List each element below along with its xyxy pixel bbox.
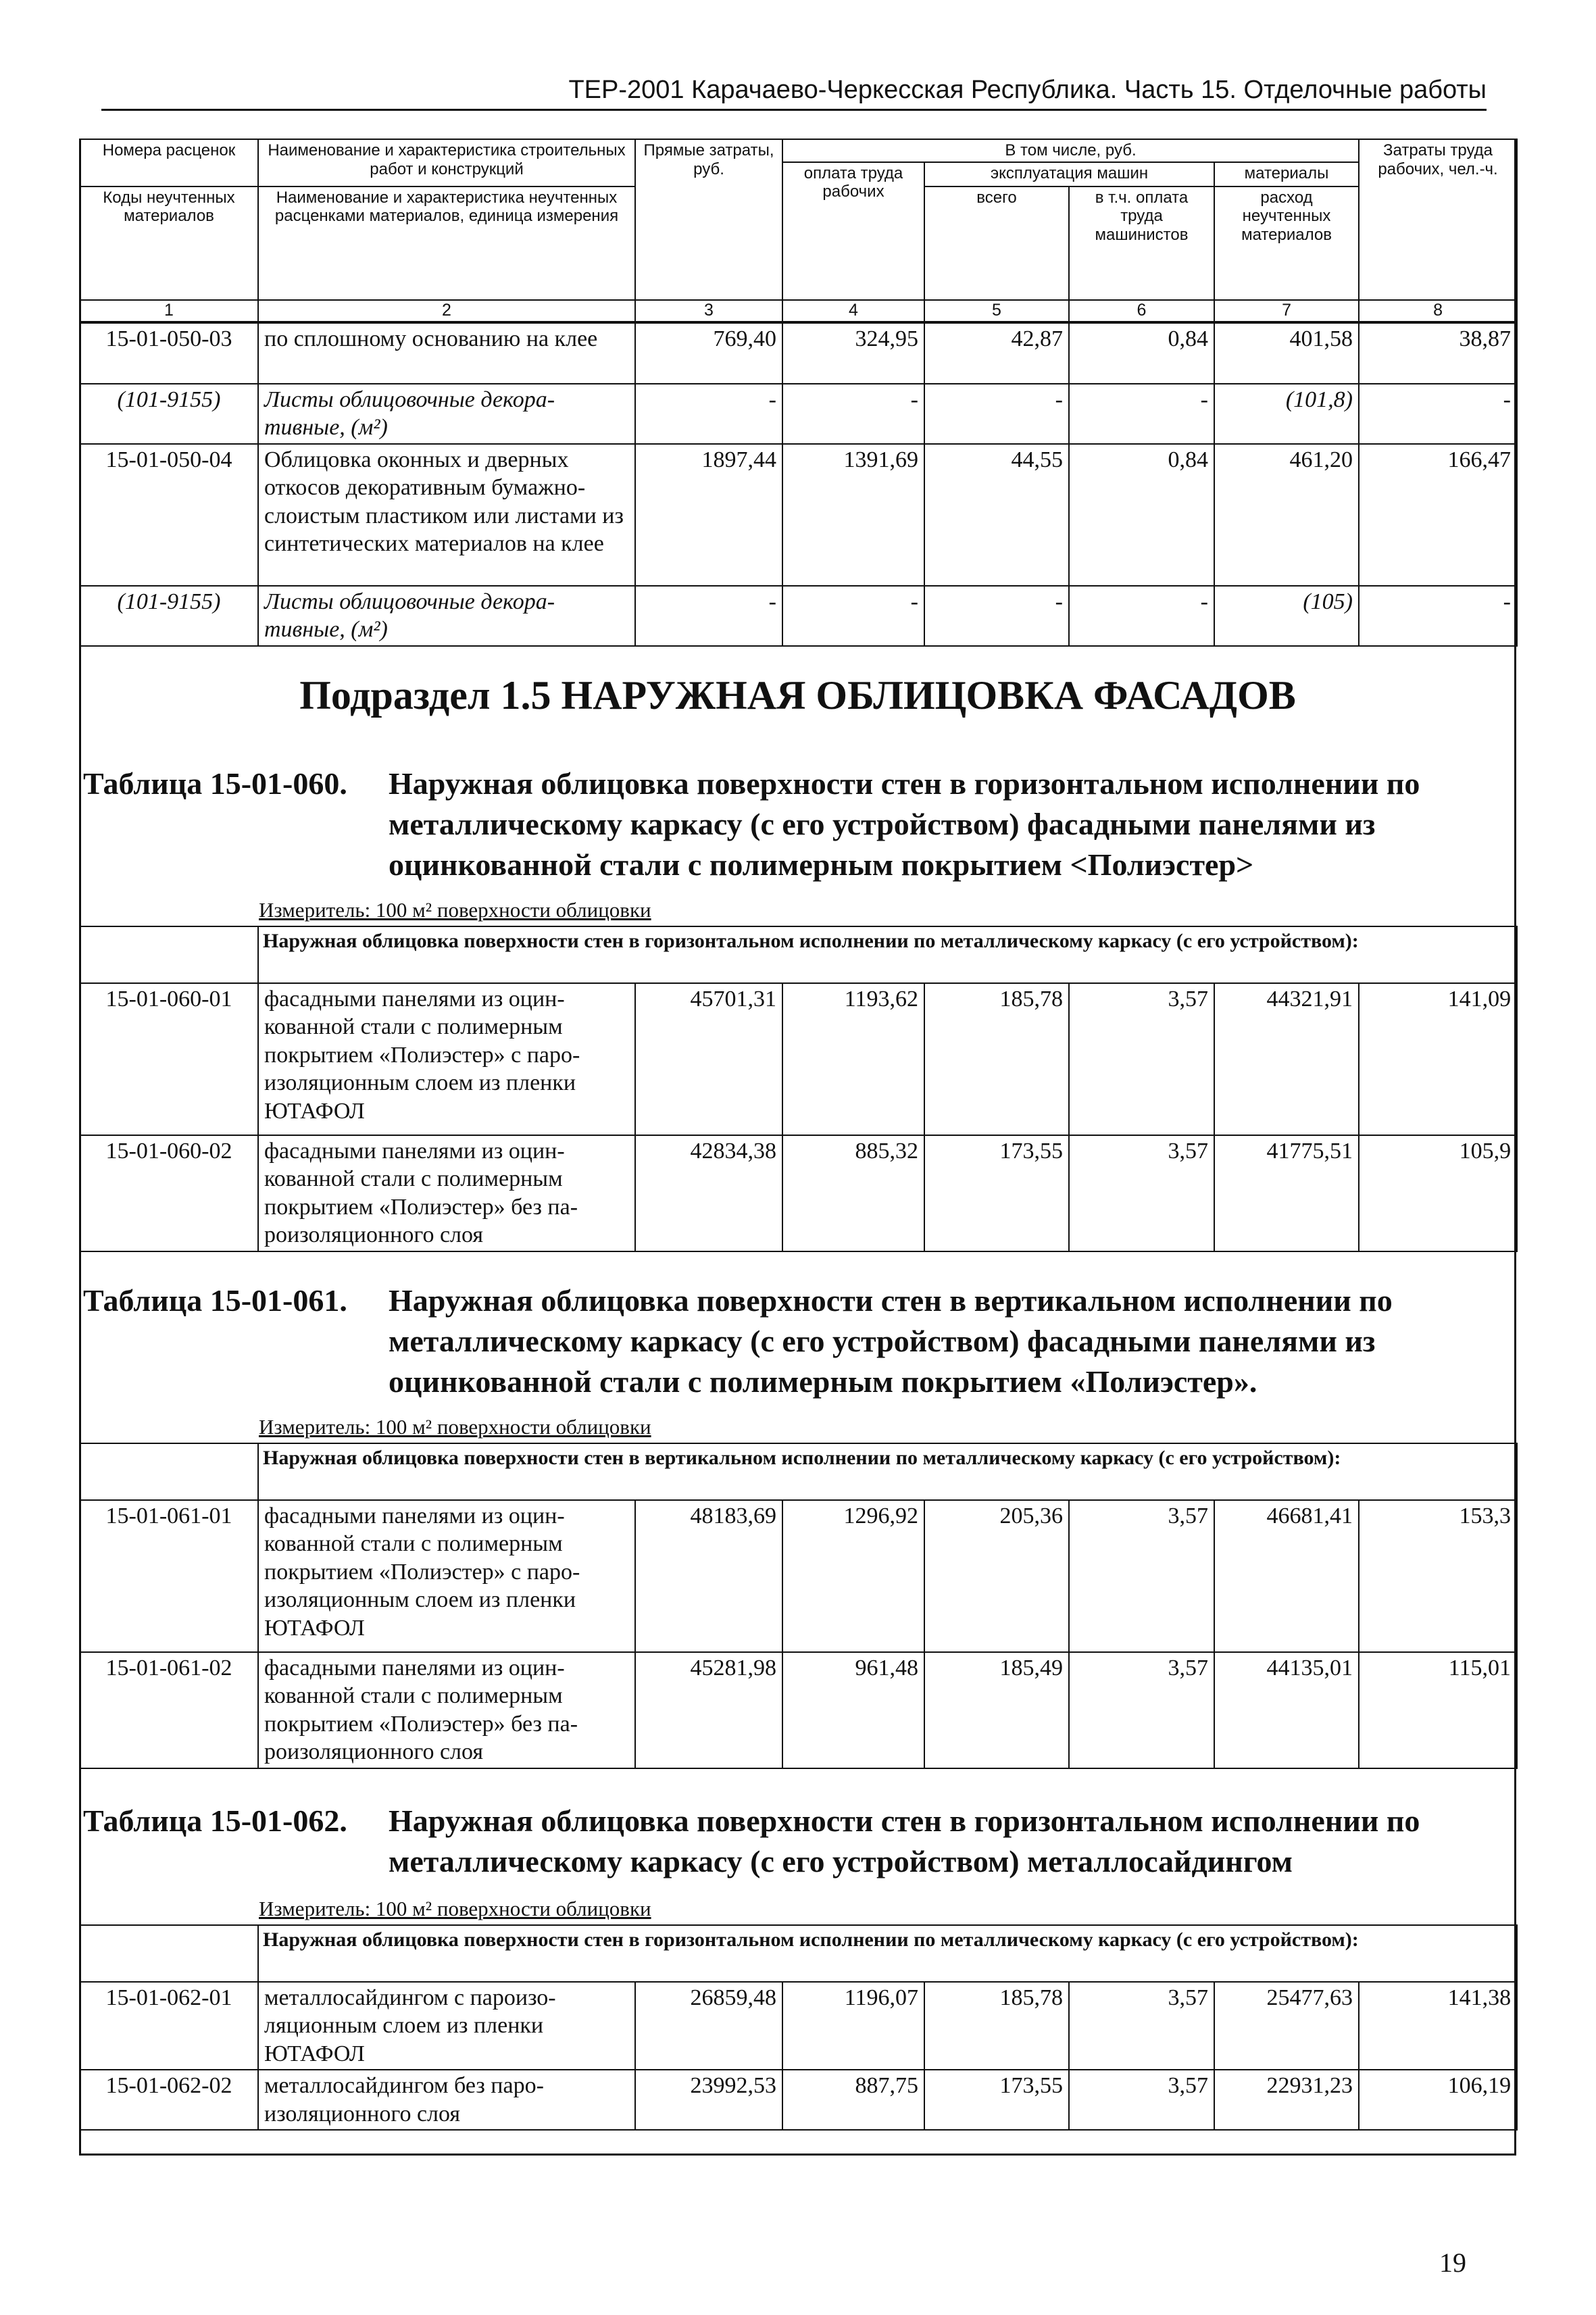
row-value: - xyxy=(924,586,1069,646)
row-name: фасадными панелями из оцин-кованной стали с полимерным покрытием «Полиэстер» с паро-изоляционным слоем из пленки ЮТАФОЛ xyxy=(258,983,635,1135)
row-code: 15-01-062-02 xyxy=(80,2070,258,2130)
row-value: - xyxy=(1069,384,1214,444)
col-num: 1 xyxy=(80,300,258,322)
row-value: 44135,01 xyxy=(1214,1652,1359,1768)
table-060-title xyxy=(83,764,1509,885)
row-value: 1296,92 xyxy=(782,1500,924,1652)
row-value: 3,57 xyxy=(1069,1500,1214,1652)
row-code: 15-01-061-02 xyxy=(80,1652,258,1768)
row-value: 769,40 xyxy=(635,323,782,384)
table-row xyxy=(80,2070,1517,2130)
row-value: 3,57 xyxy=(1069,1135,1214,1251)
row-value: 45701,31 xyxy=(635,983,782,1135)
table-060-meter: Измеритель: 100 м² поверхности облицовки xyxy=(259,898,651,922)
row-value: 115,01 xyxy=(1359,1652,1517,1768)
page-number: 19 xyxy=(1439,2247,1466,2278)
row-value: 106,19 xyxy=(1359,2070,1517,2130)
row-value: 42,87 xyxy=(924,323,1069,384)
col1-header-top: Номера расценок xyxy=(80,139,258,186)
group-row xyxy=(80,1443,1517,1500)
col3-header: Прямые затраты, руб. xyxy=(635,139,782,300)
col8-header: Затраты труда рабочих, чел.-ч. xyxy=(1359,139,1517,300)
table-row xyxy=(80,983,1517,1135)
col-num: 5 xyxy=(924,300,1069,322)
material-name: Листы облицовочные декора-тивные, (м²) xyxy=(258,384,635,444)
row-value: - xyxy=(635,586,782,646)
row-name: фасадными панелями из оцин-кованной стали с полимерным покрытием «Полиэстер» без па-роизоляционного слоя xyxy=(258,1652,635,1768)
table-row xyxy=(80,1500,1517,1652)
table-caption: Наружная облицовка поверхности стен в горизонтальном исполнении по металлическому каркасу (с его устройством) фасадными панелями из оцинкованной стали с полимерным покрытием <Полиэстер> xyxy=(389,766,1420,882)
col-num: 6 xyxy=(1069,300,1214,322)
row-value: 461,20 xyxy=(1214,444,1359,586)
row-value: 3,57 xyxy=(1069,1652,1214,1768)
row-value: 1391,69 xyxy=(782,444,924,586)
row-value: 26859,48 xyxy=(635,1982,782,2070)
row-code: 15-01-061-01 xyxy=(80,1500,258,1652)
row-value: 3,57 xyxy=(1069,983,1214,1135)
row-value: (101,8) xyxy=(1214,384,1359,444)
col7-header: расход неучтенных материалов xyxy=(1214,186,1359,300)
row-value: 185,78 xyxy=(924,1982,1069,2070)
row-value: 23992,53 xyxy=(635,2070,782,2130)
table-row xyxy=(80,1982,1517,2070)
col4-header: оплата труда рабочих xyxy=(782,162,924,300)
row-name: металлосайдингом без паро-изоляционного слоя xyxy=(258,2070,635,2130)
col-num: 8 xyxy=(1359,300,1517,322)
col2-header-bottom: Наименование и характеристика неучтенных расценками материалов, единица измерения xyxy=(258,186,635,300)
table-061-title xyxy=(83,1280,1509,1401)
row-value: - xyxy=(782,384,924,444)
table-caption: Наружная облицовка поверхности стен в вертикальном исполнении по металлическому каркасу (с его устройством) фасадными панелями из оцинкованной стали с полимерным покрытием «Полиэстер». xyxy=(389,1283,1393,1399)
table-062-title xyxy=(83,1801,1509,1882)
row-value: 205,36 xyxy=(924,1500,1069,1652)
row-value: 1196,07 xyxy=(782,1982,924,2070)
row-value: 173,55 xyxy=(924,2070,1069,2130)
row-value: 401,58 xyxy=(1214,323,1359,384)
row-value: - xyxy=(1359,384,1517,444)
row-value: 141,38 xyxy=(1359,1982,1517,2070)
row-code: 15-01-050-03 xyxy=(80,323,258,384)
row-value: - xyxy=(635,384,782,444)
col5-header: всего xyxy=(924,186,1069,300)
in-total-header: В том числе, руб. xyxy=(782,139,1359,162)
page-header: ТЕР-2001 Карачаево-Черкесская Республика. Часть 15. Отделочные работы xyxy=(101,76,1487,111)
table-061-meter: Измеритель: 100 м² поверхности облицовки xyxy=(259,1415,651,1439)
row-value: - xyxy=(1359,586,1517,646)
row-value: 1897,44 xyxy=(635,444,782,586)
row-value: 3,57 xyxy=(1069,2070,1214,2130)
row-code: 15-01-060-02 xyxy=(80,1135,258,1251)
row-value: 42834,38 xyxy=(635,1135,782,1251)
group-row xyxy=(80,926,1517,983)
material-code: (101-9155) xyxy=(80,586,258,646)
row-value: (105) xyxy=(1214,586,1359,646)
row-value: 324,95 xyxy=(782,323,924,384)
row-value: 3,57 xyxy=(1069,1982,1214,2070)
table-062 xyxy=(79,1924,1518,2131)
col1-header-bottom: Коды неучтенных материалов xyxy=(80,186,258,300)
row-value: 25477,63 xyxy=(1214,1982,1359,2070)
row-value: - xyxy=(1069,586,1214,646)
col-num: 3 xyxy=(635,300,782,322)
row-name: по сплошному основанию на клее xyxy=(258,323,635,384)
row-code: 15-01-050-04 xyxy=(80,444,258,586)
group-row xyxy=(80,1925,1517,1982)
row-name: металлосайдингом с пароизо-ляционным слоем из пленки ЮТАФОЛ xyxy=(258,1982,635,2070)
row-value: 153,3 xyxy=(1359,1500,1517,1652)
row-value: 173,55 xyxy=(924,1135,1069,1251)
row-code: 15-01-060-01 xyxy=(80,983,258,1135)
row-value: 166,47 xyxy=(1359,444,1517,586)
row-value: 44321,91 xyxy=(1214,983,1359,1135)
row-value: 41775,51 xyxy=(1214,1135,1359,1251)
row-value: 45281,98 xyxy=(635,1652,782,1768)
row-value: 887,75 xyxy=(782,2070,924,2130)
group-caption: Наружная облицовка поверхности стен в горизонтальном исполнении по металлическому каркасу (с его устройством): xyxy=(258,926,1517,983)
table-061 xyxy=(79,1443,1518,1769)
row-value: 105,9 xyxy=(1359,1135,1517,1251)
table-label: Таблица 15-01-060. xyxy=(83,766,347,801)
row-name: фасадными панелями из оцин-кованной стали с полимерным покрытием «Полиэстер» с паро-изоляционным слоем из пленки ЮТАФОЛ xyxy=(258,1500,635,1652)
group-caption: Наружная облицовка поверхности стен в вертикальном исполнении по металлическому каркасу (с его устройством): xyxy=(258,1443,1517,1500)
row-value: 22931,23 xyxy=(1214,2070,1359,2130)
table-caption: Наружная облицовка поверхности стен в горизонтальном исполнении по металлическому каркасу (с его устройством) металлосайдингом xyxy=(389,1803,1420,1878)
row-value: 885,32 xyxy=(782,1135,924,1251)
table-062-meter: Измеритель: 100 м² поверхности облицовки xyxy=(259,1897,651,1920)
row-code: 15-01-062-01 xyxy=(80,1982,258,2070)
row-value: 0,84 xyxy=(1069,323,1214,384)
row-value: - xyxy=(924,384,1069,444)
row-value: - xyxy=(782,586,924,646)
row-value: 185,49 xyxy=(924,1652,1069,1768)
row-name: фасадными панелями из оцин-кованной стали с полимерным покрытием «Полиэстер» без па-роизоляционного слоя xyxy=(258,1135,635,1251)
col-num: 7 xyxy=(1214,300,1359,322)
table-row xyxy=(80,1652,1517,1768)
row-value: 0,84 xyxy=(1069,444,1214,586)
row-value: 38,87 xyxy=(1359,323,1517,384)
material-name: Листы облицовочные декора-тивные, (м²) xyxy=(258,586,635,646)
table-label: Таблица 15-01-062. xyxy=(83,1803,347,1838)
table-060 xyxy=(79,926,1518,1252)
subsection-title: Подраздел 1.5 НАРУЖНАЯ ОБЛИЦОВКА ФАСАДОВ xyxy=(299,673,1296,718)
row-value: 1193,62 xyxy=(782,983,924,1135)
table-row xyxy=(80,1135,1517,1251)
col2-header-top: Наименование и характеристика строительных работ и конструкций xyxy=(258,139,635,186)
material-code: (101-9155) xyxy=(80,384,258,444)
group-caption: Наружная облицовка поверхности стен в горизонтальном исполнении по металлическому каркасу (с его устройством): xyxy=(258,1925,1517,1982)
machines-header: эксплуатация машин xyxy=(924,162,1214,186)
row-value: 44,55 xyxy=(924,444,1069,586)
materials-header: материалы xyxy=(1214,162,1359,186)
col6-header: в т.ч. оплата труда машинистов xyxy=(1069,186,1214,300)
table-label: Таблица 15-01-061. xyxy=(83,1283,347,1318)
row-value: 141,09 xyxy=(1359,983,1517,1135)
row-value: 185,78 xyxy=(924,983,1069,1135)
col-num: 2 xyxy=(258,300,635,322)
row-name: Облицовка оконных и дверных откосов декоративным бумажно-слоистым пластиком или листами из синтетических материалов на клее xyxy=(258,444,635,586)
col-num: 4 xyxy=(782,300,924,322)
row-value: 46681,41 xyxy=(1214,1500,1359,1652)
row-value: 961,48 xyxy=(782,1652,924,1768)
row-value: 48183,69 xyxy=(635,1500,782,1652)
